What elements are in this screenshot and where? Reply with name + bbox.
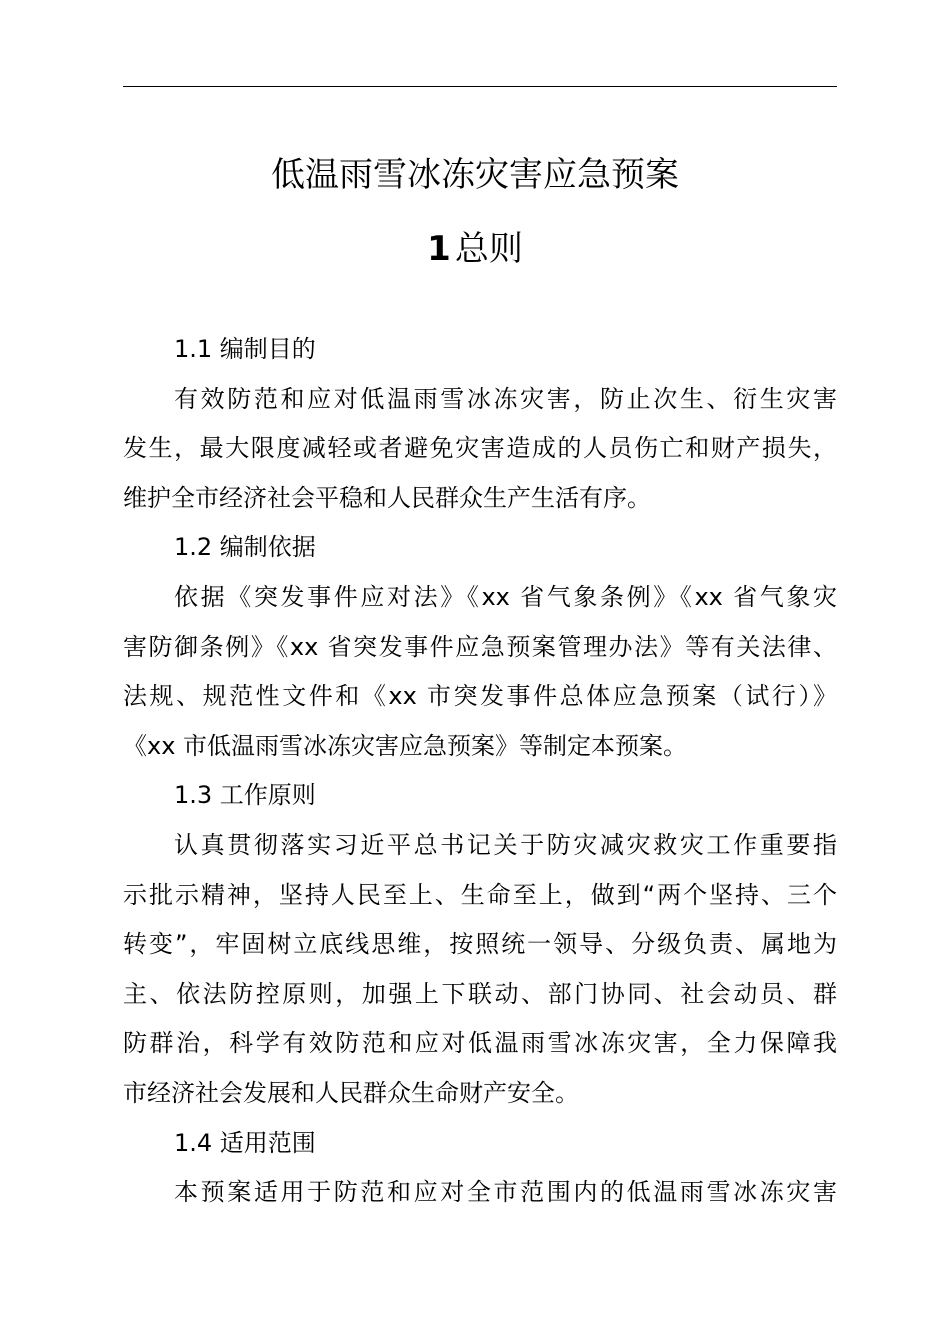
chapter-title: 总则 [454,229,523,269]
chapter-number: 1 [427,229,451,269]
document-title: 低温雨雪冰冻灾害应急预案 [271,155,679,195]
paragraph-line: 有效防范和应对低温雨雪冰冻灾害，防止次生、衍生灾害 [174,384,837,413]
paragraph-line: 法规、规范性文件和《xx 市突发事件总体应急预案（试行）》 [123,682,837,711]
paragraph-line: 转变”，牢固树立底线思维，按照统一领导、分级负责、属地为 [123,930,837,959]
section-heading: 1.3 工作原则 [174,781,316,810]
paragraph-line: 《xx 市低温雨雪冰冻灾害应急预案》等制定本预案。 [123,731,688,760]
section-heading: 1.1 编制目的 [174,335,316,363]
paragraph-line: 市经济社会发展和人民群众生命财产安全。 [123,1078,579,1107]
paragraph-line: 发生，最大限度减轻或者避免灾害造成的人员伤亡和财产损失， [123,434,837,463]
chapter-heading [0,224,950,274]
document-body [123,325,837,1218]
paragraph-line: 主、依法防控原则，加强上下联动、部门协同、社会动员、群 [123,979,837,1008]
paragraph-line: 认真贯彻落实习近平总书记关于防灾减灾救灾工作重要指 [174,830,837,859]
header-rule [123,86,837,87]
paragraph-line: 维护全市经济社会平稳和人民群众生产生活有序。 [123,483,651,512]
paragraph-line: 害防御条例》《xx 省突发事件应急预案管理办法》等有关法律、 [123,632,837,661]
paragraph-line: 示批示精神，坚持人民至上、生命至上，做到“两个坚持、三个 [123,880,837,909]
paragraph-line: 防群治，科学有效防范和应对低温雨雪冰冻灾害，全力保障我 [123,1029,837,1058]
paragraph-line: 依据《突发事件应对法》《xx 省气象条例》《xx 省气象灾 [174,582,837,611]
paragraph-line: 本预案适用于防范和应对全市范围内的低温雨雪冰冻灾害 [174,1178,837,1207]
section-heading: 1.4 适用范围 [174,1128,316,1157]
section-heading: 1.2 编制依据 [174,533,316,562]
